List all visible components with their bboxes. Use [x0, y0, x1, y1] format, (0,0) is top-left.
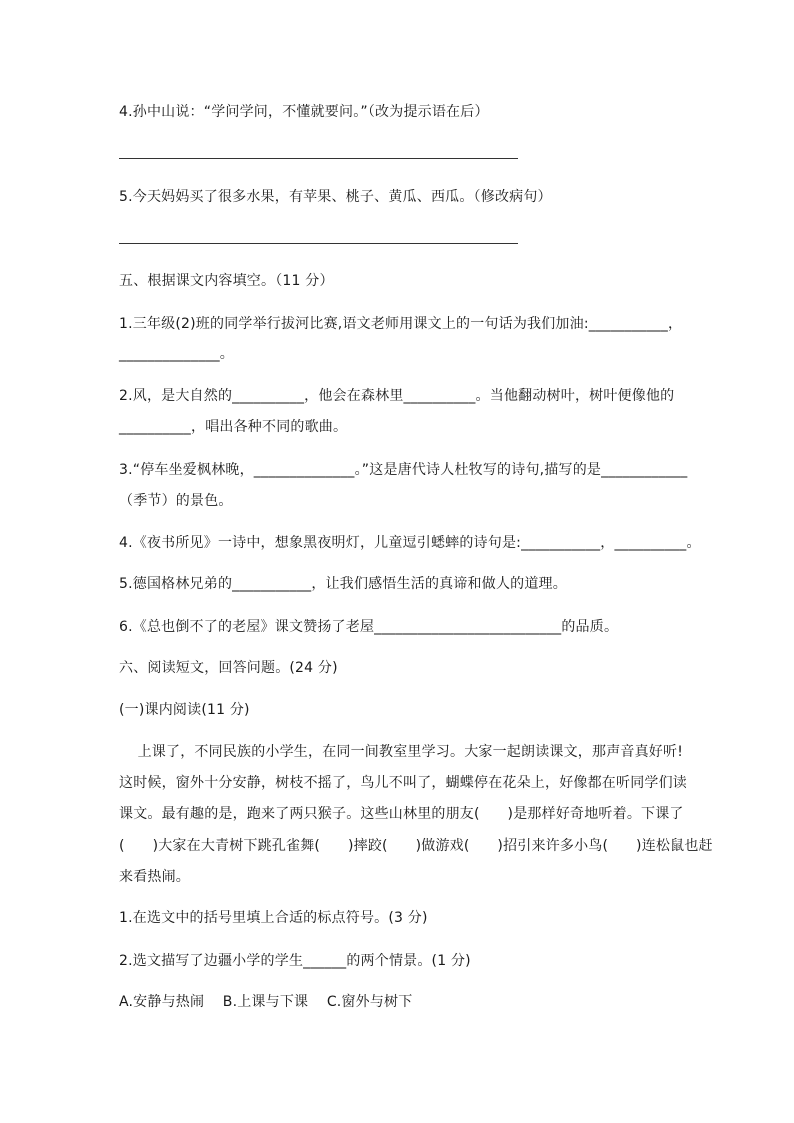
fill-question-2-line-1: 2.风，是大自然的__________，他会在森林里__________。当他翻动树叶，树叶便像他的: [119, 388, 675, 404]
fill-question-4: 4.《夜书所见》一诗中，想象黑夜明灯，儿童逗引蟋蟀的诗句是:___________，__________。: [119, 535, 701, 551]
reading-subheading: (一)课内阅读(11 分): [119, 702, 250, 718]
answer-line: [119, 243, 518, 244]
reading-question-1: 1.在选文中的括号里填上合适的标点符号。(3 分): [119, 910, 428, 926]
answer-options: A.安静与热闹 B.上课与下课 C.窗外与树下: [119, 994, 413, 1010]
fill-question-1-line-2: ______________。: [119, 346, 234, 362]
question-4-rewrite: 4.孙中山说：“学问学问，不懂就要问。”（改为提示语在后）: [119, 104, 489, 120]
fill-question-1-line-1: 1.三年级(2)班的同学举行拔河比赛,语文老师用课文上的一句话为我们加油:___________，: [119, 316, 683, 332]
fill-question-2-line-2: __________，唱出各种不同的歌曲。: [119, 419, 348, 435]
passage-line: 这时候，窗外十分安静，树枝不摇了，鸟儿不叫了，蝴蝶停在花朵上，好像都在听同学们读: [119, 775, 687, 791]
question-5-correct-sentence: 5.今天妈妈买了很多水果，有苹果、桃子、黄瓜、西瓜。（修改病句）: [119, 189, 552, 205]
fill-question-3-line-1: 3.“停车坐爱枫林晚，______________。”这是唐代诗人杜牧写的诗句,描写的是____________: [119, 462, 688, 478]
fill-question-5: 5.德国格林兄弟的___________，让我们感悟生活的真谛和做人的道理。: [119, 576, 567, 592]
answer-line: [119, 158, 518, 159]
passage-line: ( )大家在大青树下跳孔雀舞( )摔跤( )做游戏( )招引来许多小鸟( )连松鼠也赶: [119, 838, 713, 854]
fill-question-3-line-2: （季节）的景色。: [119, 493, 233, 509]
reading-question-2: 2.选文描写了边疆小学的学生______的两个情景。(1 分): [119, 953, 471, 969]
section-6-heading: 六、阅读短文，回答问题。(24 分): [119, 660, 338, 676]
passage-line: 课文。最有趣的是，跑来了两只猴子。这些山林里的朋友( )是那样好奇地听着。下课了: [119, 806, 684, 822]
section-5-heading: 五、根据课文内容填空。（11 分）: [119, 273, 334, 289]
passage-line: 来看热闹。: [119, 869, 190, 885]
passage-line: 上课了，不同民族的小学生，在同一间教室里学习。大家一起朗读课文，那声音真好听!: [119, 744, 684, 760]
fill-question-6: 6.《总也倒不了的老屋》课文赞扬了老屋__________________________的品质。: [119, 619, 619, 635]
